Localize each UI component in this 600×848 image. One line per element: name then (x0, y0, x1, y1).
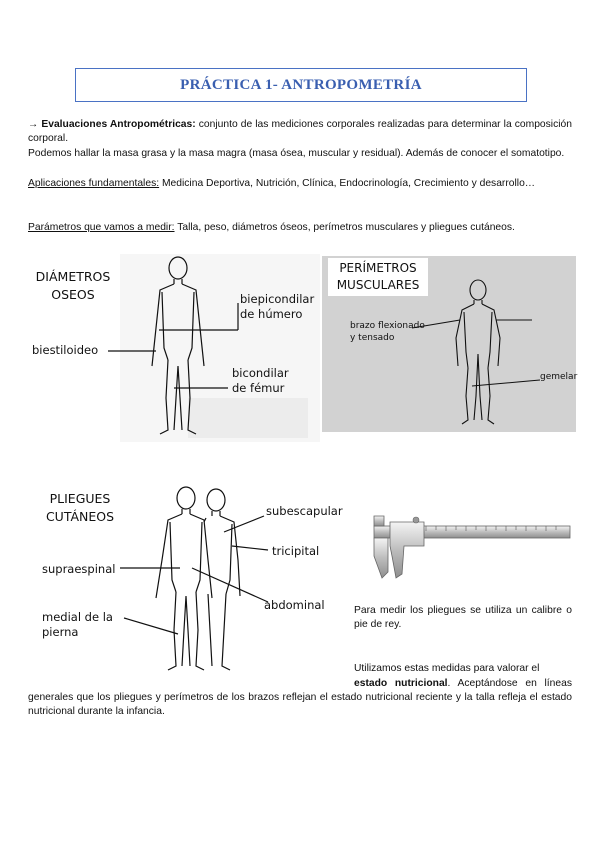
label-bicondilar (232, 366, 289, 396)
intro-masses: Podemos hallar la masa grasa y la masa magra (masa ósea, muscular y residual). Además de conocer el somatotipo. (28, 148, 565, 159)
diametros-title-line1: DIÁMETROS (35, 269, 111, 284)
label-tricipital: tricipital (272, 544, 320, 558)
estado-nutricional-bold: estado nutricional (354, 678, 448, 689)
label-medial-line2: pierna (42, 625, 79, 639)
perimetros-title (328, 260, 428, 294)
diametros-title (28, 268, 118, 304)
closing-paragraph (28, 677, 572, 719)
label-brazo-line2: y tensado (350, 333, 395, 343)
label-medial-line1: medial de la (42, 610, 113, 624)
closing-text: . Aceptándose en líneas generales que los pliegues y perímetros de los brazos reflejan el estado nutricional reciente y la talla refleja el estado nutricional durante la infancia. (28, 678, 572, 717)
closing-first-line: Utilizamos estas medidas para valorar el (354, 663, 540, 674)
label-biepicondilar (240, 292, 314, 322)
intro-heading: Evaluaciones Antropométricas: (41, 119, 196, 130)
label-supraespinal: supraespinal (42, 562, 116, 576)
label-abdominal: abdominal (264, 598, 325, 612)
pliegues-title-line1: PLIEGUES (49, 491, 111, 506)
label-subescapular: subescapular (266, 504, 343, 518)
figure-diametros-oseos (28, 248, 320, 444)
intro-definition-text: conjunto de las mediciones corporales realizadas para determinar la composición corporal. (28, 119, 572, 144)
arrow-glyph: → (28, 119, 39, 130)
page-title: PRÁCTICA 1- ANTROPOMETRÍA (180, 77, 422, 93)
intro-definition (28, 118, 572, 146)
calibre-pie-de-rey-illustration (366, 512, 572, 580)
label-bicondilar-line1: bicondilar (232, 366, 289, 380)
diametros-title-line2: OSEOS (51, 287, 95, 302)
params-label: Parámetros que vamos a medir: (28, 222, 175, 233)
intro-applications (28, 177, 572, 191)
label-medial-pierna (42, 610, 113, 640)
perimetros-title-line1: PERÍMETROS (339, 261, 417, 275)
pliegues-title (36, 490, 124, 526)
intro-params (28, 221, 572, 235)
label-biepicondilar-line1: biepicondilar (240, 292, 315, 306)
calibre-text: Para medir los pliegues se utiliza un calibre o pie de rey. (354, 605, 572, 630)
calibre-icon (366, 512, 572, 580)
title-box (75, 68, 527, 102)
params-text: Talla, peso, diámetros óseos, perímetros musculares y pliegues cutáneos. (177, 222, 515, 233)
pliegues-title-line2: CUTÁNEOS (45, 509, 115, 524)
label-biestiloideo: biestiloideo (32, 343, 99, 357)
label-brazo-line1: brazo flexionado (350, 321, 425, 331)
label-biepicondilar-line2: de húmero (240, 307, 303, 321)
perimetros-title-line2: MUSCULARES (336, 278, 420, 292)
applications-label: Aplicaciones fundamentales: (28, 178, 160, 189)
applications-text: Medicina Deportiva, Nutrición, Clínica, Endocrinología, Crecimiento y desarrollo… (161, 178, 536, 189)
figure-perimetros-musculares (322, 256, 576, 436)
label-brazo-flexionado (350, 320, 425, 344)
figure-pliegues-cutaneos (28, 480, 350, 676)
label-gemelar: gemelar (540, 372, 578, 382)
label-bicondilar-line2: de fémur (232, 381, 285, 395)
